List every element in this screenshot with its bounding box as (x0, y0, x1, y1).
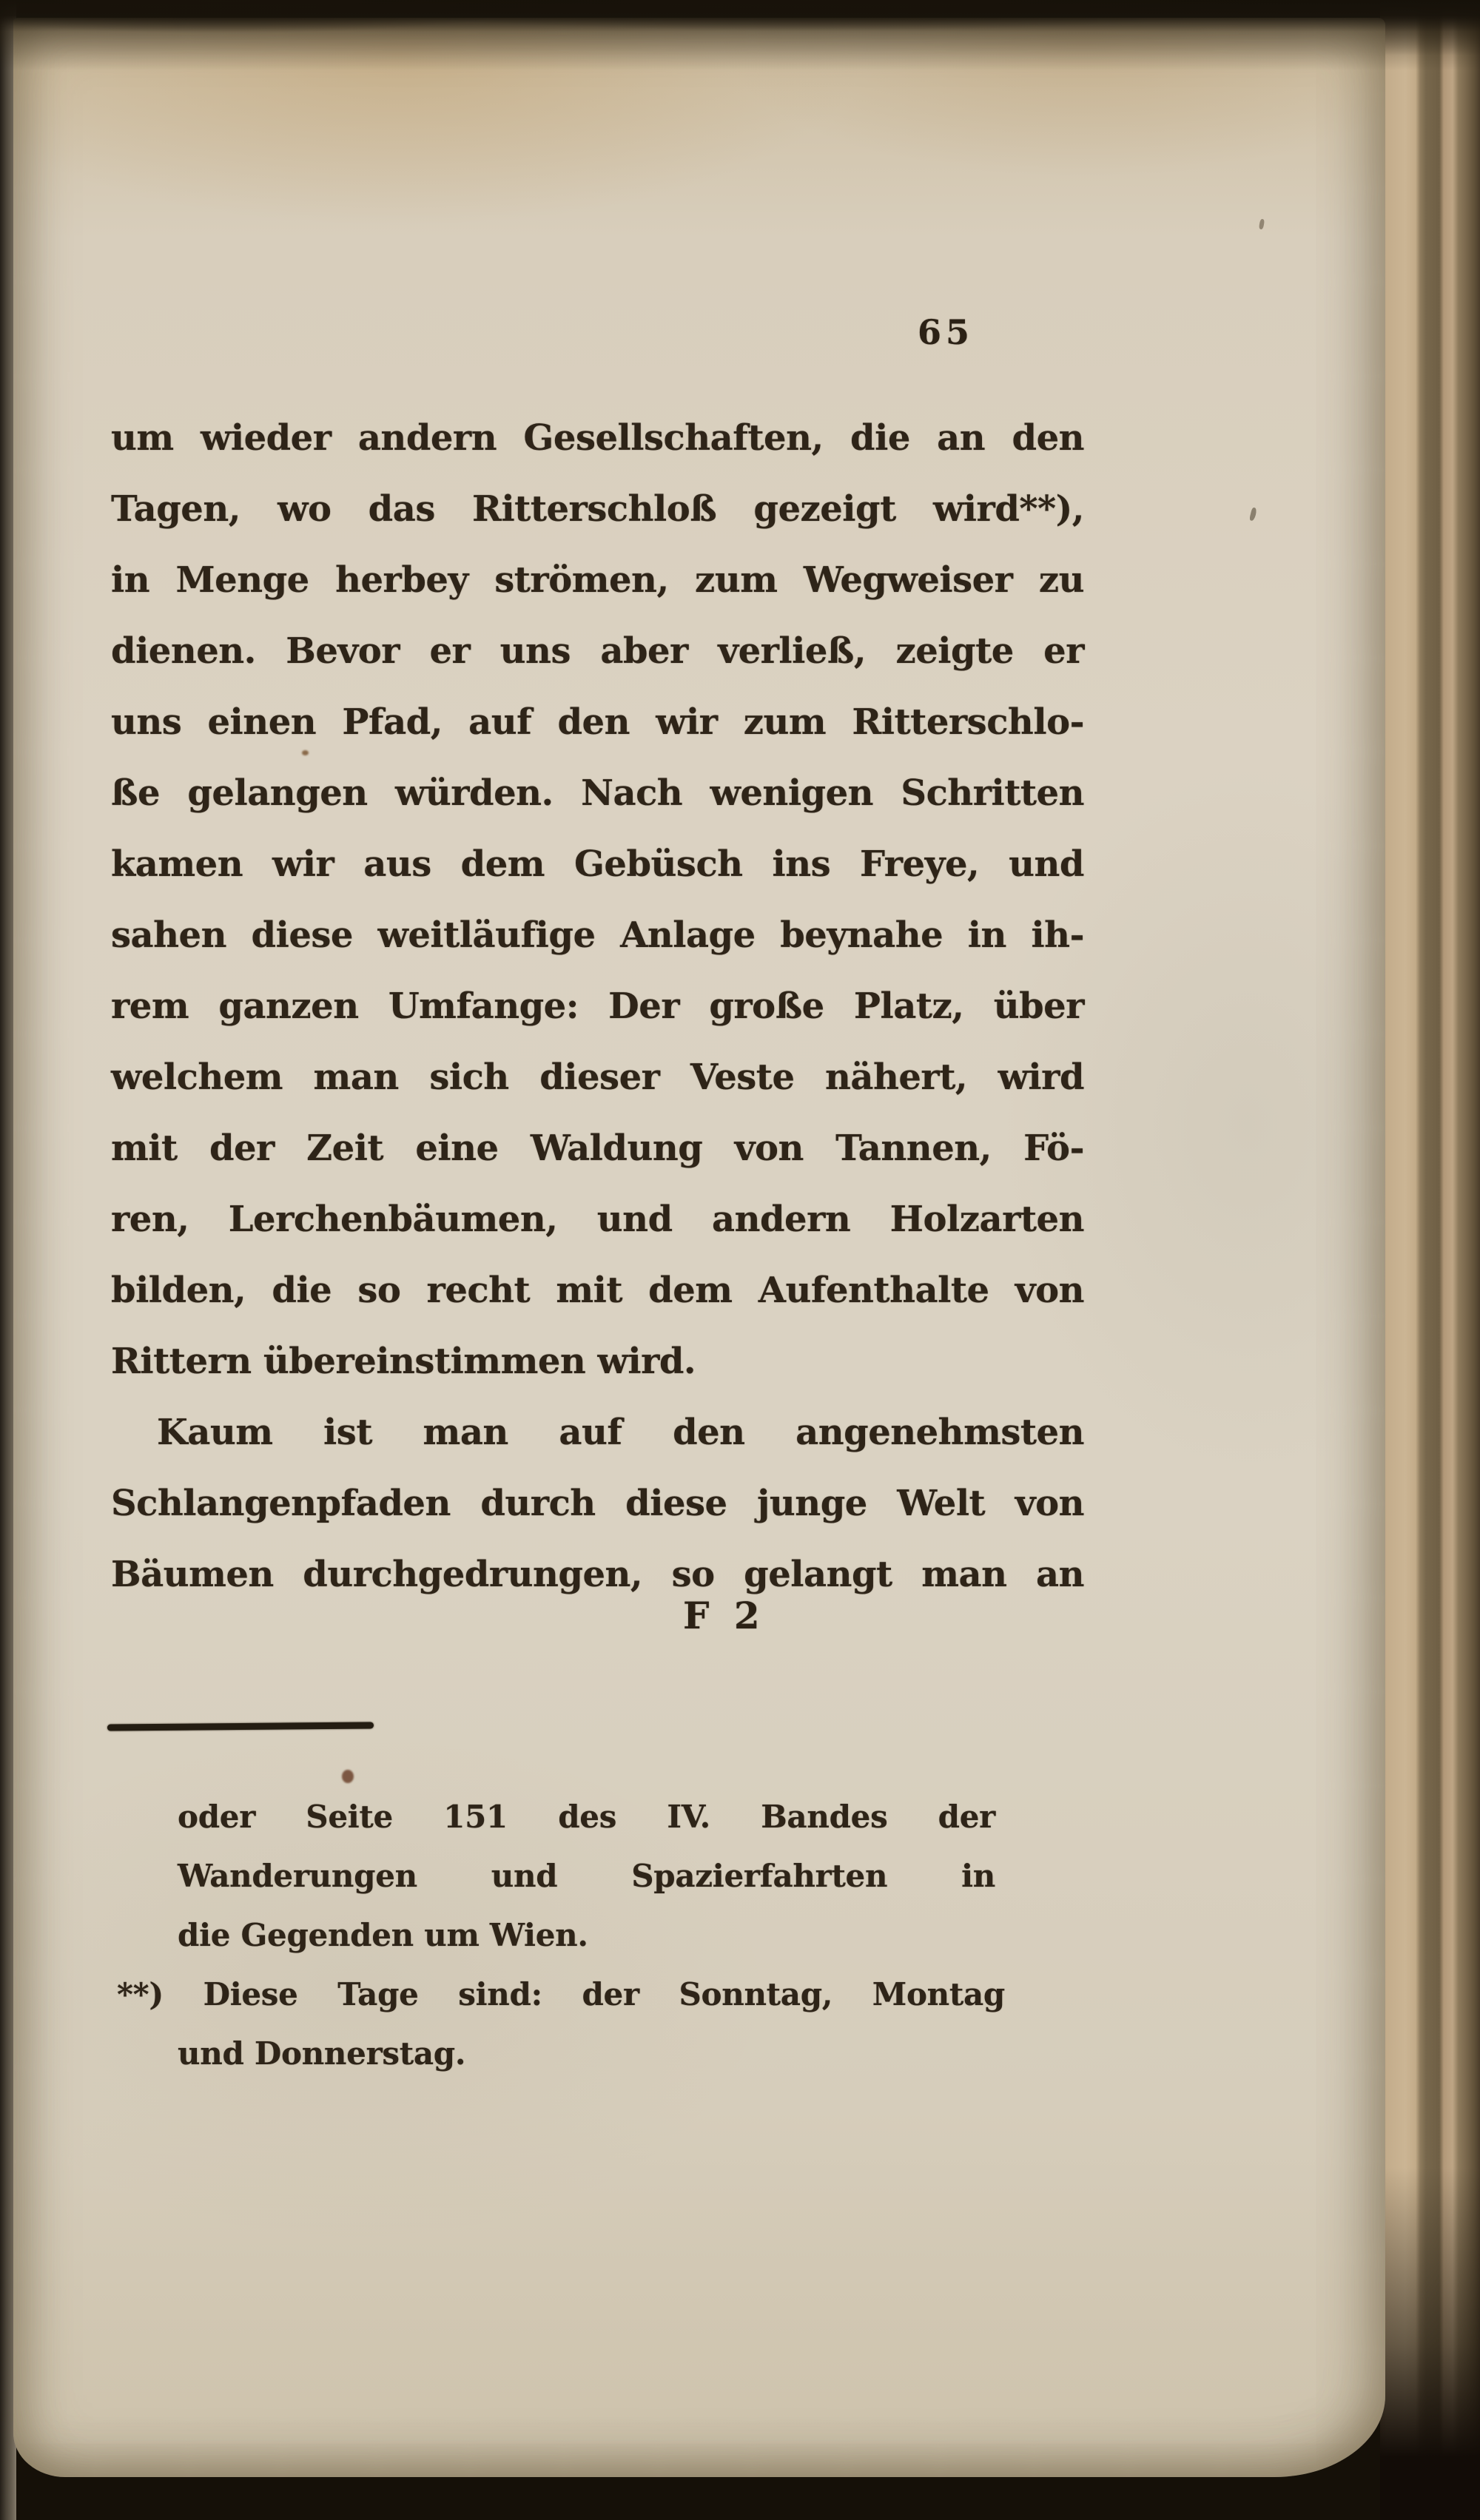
text-line: sahen diese weitläufige Anlage beynahe in ih- (111, 914, 1084, 956)
text-line: Tagen, wo das Ritterschloß gezeigt wird**), (111, 488, 1084, 530)
footnote-separator-rule (107, 1722, 374, 1731)
text-line: dienen. Bevor er uns aber verließ, zeigte er (111, 630, 1084, 672)
text-line: bilden, die so recht mit dem Aufenthalte von (111, 1270, 1084, 1311)
ink-fleck (1249, 507, 1257, 521)
text-line: mit der Zeit eine Waldung von Tannen, Fö- (111, 1128, 1084, 1169)
book-fore-edge (1380, 0, 1480, 2520)
text-line: in Menge herbey strömen, zum Wegweiser zu (111, 559, 1084, 601)
paper-stain (302, 750, 309, 755)
signature-mark: F 2 (683, 1594, 766, 1637)
text-line-paragraph-start: Kaum ist man auf den angenehmsten (157, 1412, 1084, 1453)
text-line: ße gelangen würden. Nach wenigen Schritten (111, 772, 1084, 814)
text-line: rem ganzen Umfange: Der große Platz, über (111, 986, 1084, 1027)
ink-fleck (1259, 219, 1265, 230)
text-line: uns einen Pfad, auf den wir zum Ritterschlo- (111, 701, 1084, 743)
page-number: 65 (918, 312, 975, 352)
text-line: welchem man sich dieser Veste nähert, wird (111, 1057, 1084, 1098)
footnote-line: oder Seite 151 des IV. Bandes der (178, 1799, 995, 1835)
text-line-paragraph-end: Rittern übereinstimmen wird. (111, 1341, 696, 1382)
body-text-block (111, 402, 1084, 1610)
footnote-line: Wanderungen und Spazierfahrten in (178, 1858, 995, 1894)
text-line: Bäumen durchgedrungen, so gelangt man an (111, 1554, 1084, 1595)
book-top-edge (0, 0, 1480, 70)
text-line: kamen wir aus dem Gebüsch ins Freye, und (111, 843, 1084, 885)
text-line: Schlangenpfaden durch diese junge Welt von (111, 1483, 1084, 1524)
text-line: ren, Lerchenbäumen, und andern Holzarten (111, 1199, 1084, 1240)
paper-stain (342, 1770, 354, 1783)
text-line: um wieder andern Gesellschaften, die an den (111, 417, 1084, 459)
footnote-line: die Gegenden um Wien. (178, 1917, 588, 1953)
footnote-line: und Donnerstag. (178, 2035, 466, 2072)
book-page (13, 18, 1385, 2477)
footnotes-block (117, 1788, 1005, 2083)
footnote-line-marker: **) Diese Tage sind: der Sonntag, Montag (117, 1976, 1005, 2012)
